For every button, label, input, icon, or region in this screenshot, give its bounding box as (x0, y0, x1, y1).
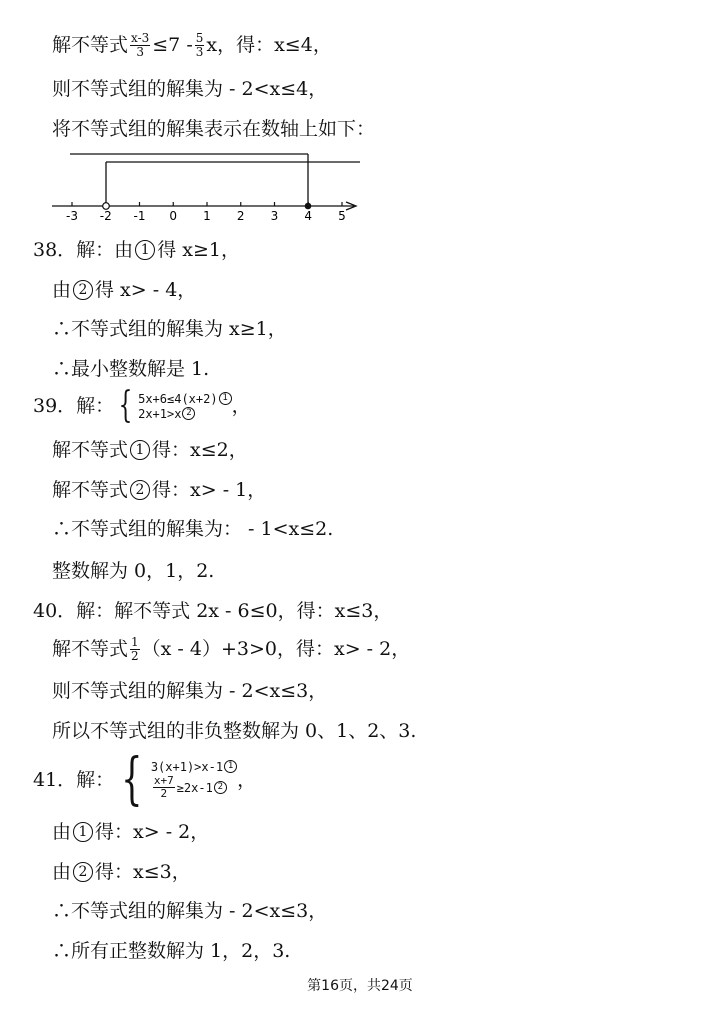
axis-tick-label: 4 (304, 209, 313, 223)
q41-line-3: 由 2 得：x≤3， (52, 860, 191, 883)
q39-line-3: 解不等式 2 得：x> - 1， (52, 478, 267, 501)
axis-tick-label: 1 (203, 209, 211, 223)
q40-line-3: 则不等式组的解集为 - 2<x≤3， (52, 680, 328, 702)
text: 解不等式 (52, 33, 129, 56)
circled-number: 2 (130, 480, 150, 500)
inequality-system: { 5x+6≤4(x+2) 1 2x+1>x 2 (114, 388, 231, 424)
axis-tick-label: 5 (338, 209, 346, 223)
q38-line-2: 由 2 得 x> - 4， (52, 278, 197, 301)
q39-line-1: 39．解： { 5x+6≤4(x+2) 1 2x+1>x 2 ， (33, 385, 251, 426)
text: ≤7 - (152, 33, 193, 56)
q39-line-5: 整数解为 0，1，2. (52, 560, 215, 582)
number-line (40, 148, 370, 224)
q37-line-1 (52, 32, 332, 58)
q41-line-1: 41．解： { 3(x+1)>x-1 1 $\frac{x+7}{2}$ ≥2x-1 2 ， (33, 747, 257, 812)
text: x，得：x≤4， (206, 33, 332, 56)
axis-tick-label: -2 (99, 209, 112, 223)
q40-line-4: 所以不等式组的非负整数解为 0、1、2、3. (52, 720, 417, 742)
q38-line-4: ∴最小整数解是 1. (52, 358, 210, 380)
axis-tick-label: -3 (66, 209, 78, 223)
circled-number: 1 (130, 440, 150, 460)
q41-line-4: ∴不等式组的解集为 - 2<x≤3， (52, 900, 328, 922)
circled-number: 2 (73, 862, 93, 882)
q40-line-1: 40．解：解不等式 2x - 6≤0，得：x≤3， (33, 600, 393, 622)
q39-line-4: ∴不等式组的解集为： - 1<x≤2. (52, 518, 334, 540)
axis-tick-label: -1 (133, 209, 146, 223)
axis-tick-label: 0 (169, 209, 178, 223)
q37-line-2: 则不等式组的解集为 - 2<x≤4， (52, 78, 328, 100)
q38-line-1: 38．解：由 1 得 x≥1， (33, 238, 240, 261)
inequality-system: { 3(x+1)>x-1 1 $\frac{x+7}{2}$ ≥2x-1 2 (114, 752, 237, 808)
axis-tick-label: 3 (270, 209, 279, 223)
closed-point-4 (305, 203, 312, 210)
page-footer: 第16页，共24页 (307, 978, 413, 994)
q40-line-2: 解不等式 $\frac{1}{2}$ （x - 4）+3>0，得：x> - 2， (52, 635, 411, 663)
q38-line-3: ∴不等式组的解集为 x≥1， (52, 318, 287, 340)
q37-line-3: 将不等式组的解集表示在数轴上如下： (52, 118, 376, 140)
circled-number: 1 (135, 240, 155, 260)
fraction: $\frac{x-3}{3}$ (131, 31, 150, 59)
q41-line-2: 由 1 得：x> - 2， (52, 820, 210, 843)
fraction: $\frac{5}{3}$ (195, 31, 204, 59)
fraction: $\frac{1}{2}$ (131, 635, 139, 663)
axis-tick-label: 2 (236, 209, 245, 223)
q39-line-2: 解不等式 1 得：x≤2， (52, 438, 248, 461)
circled-number: 2 (73, 280, 93, 300)
open-point-minus-2 (103, 203, 110, 210)
circled-number: 1 (73, 822, 93, 842)
q41-line-5: ∴所有正整数解为 1，2，3. (52, 940, 291, 962)
